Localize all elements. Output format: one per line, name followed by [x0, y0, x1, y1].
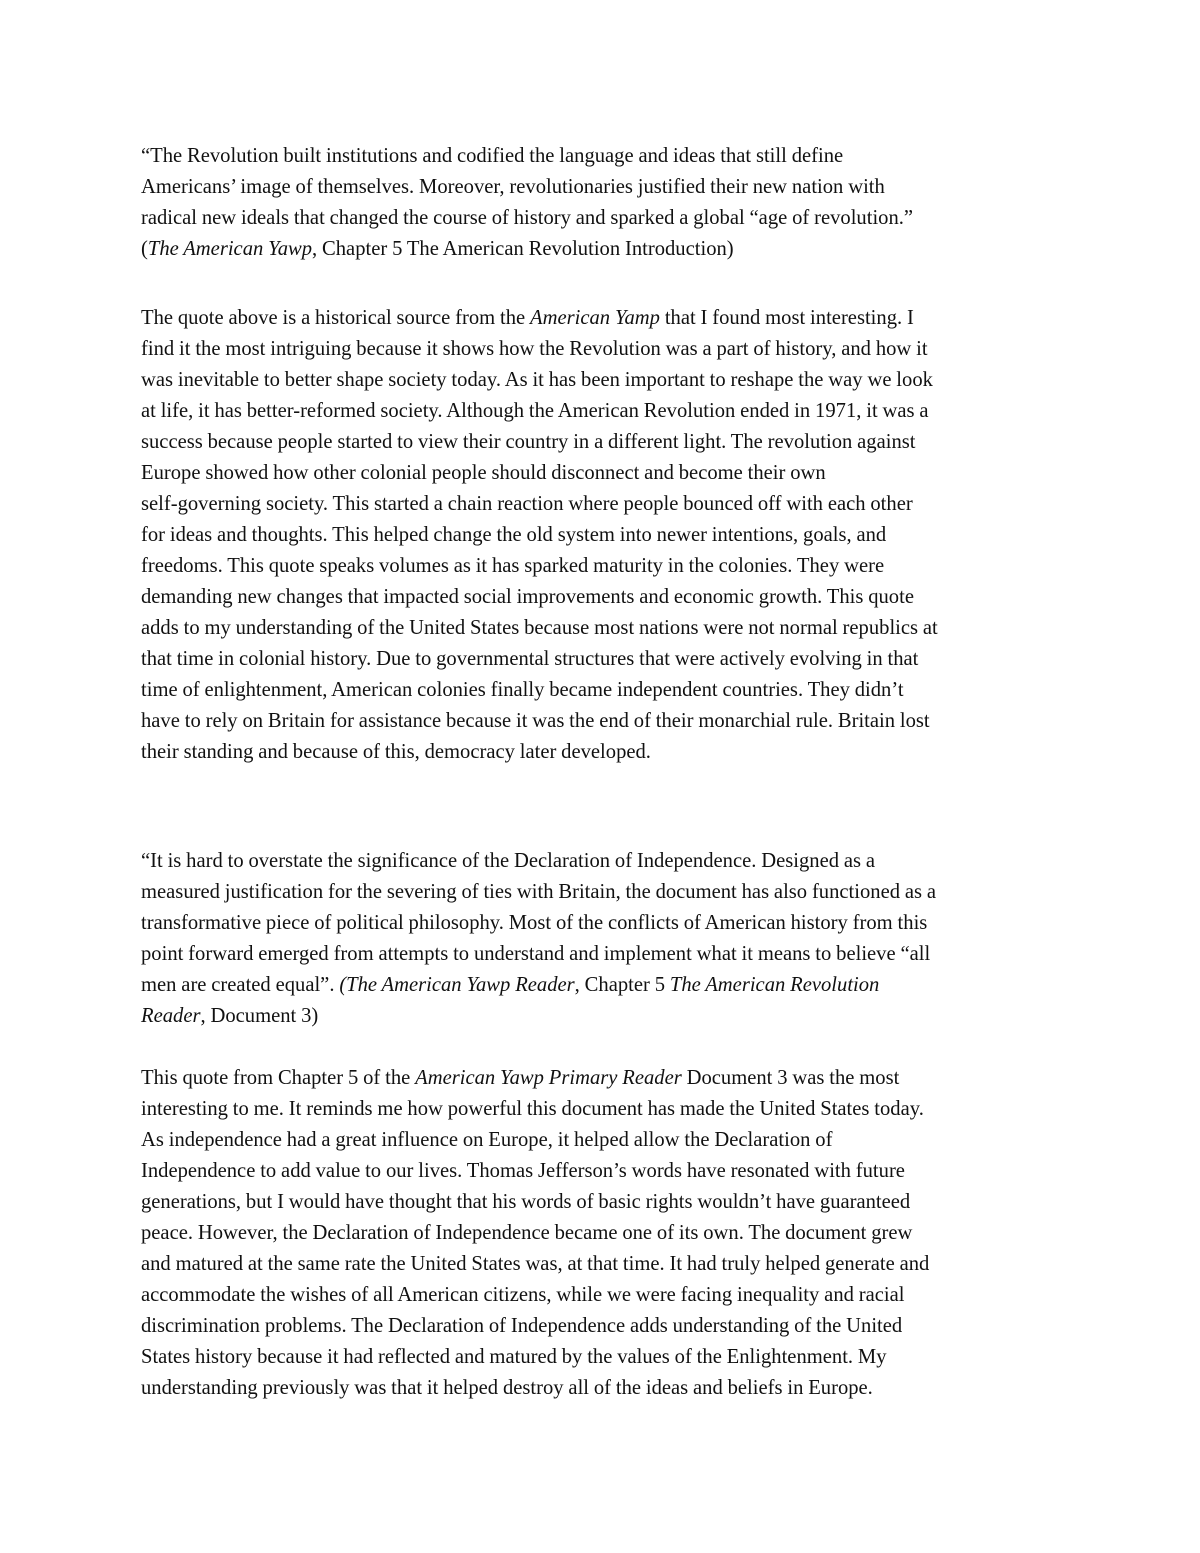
- text-run: Europe showed how other colonial people should disconnect and become their own: [141, 462, 826, 484]
- text-run: , Document 3): [200, 1005, 319, 1027]
- text-run: that time in colonial history. Due to governmental structures that were actively evolving in that: [141, 648, 919, 670]
- text-run: This quote from Chapter 5 of the: [141, 1067, 416, 1089]
- text-line: [141, 675, 1066, 706]
- text-line: [141, 1125, 1066, 1156]
- italic-text-run: The American Yawp: [147, 238, 313, 260]
- italic-text-run: (The American Yawp Reader: [339, 974, 575, 996]
- text-line: [141, 458, 1066, 489]
- text-run: their standing and because of this, democracy later developed.: [141, 741, 651, 763]
- text-run: and matured at the same rate the United States was, at that time. It had truly helped generate and: [141, 1253, 930, 1275]
- text-run: was inevitable to better shape society today. As it has been important to reshape the way we look: [141, 369, 933, 391]
- text-run: Americans’ image of themselves. Moreover, revolutionaries justified their new nation with: [141, 176, 885, 198]
- text-run: freedoms. This quote speaks volumes as it has sparked maturity in the colonies. They were: [141, 555, 885, 577]
- text-line: [141, 551, 1066, 582]
- text-run: peace. However, the Declaration of Independence became one of its own. The document grew: [141, 1222, 913, 1244]
- text-line: [141, 141, 1066, 172]
- commentary-revolution: [141, 303, 1066, 768]
- text-run: that I found most interesting. I: [659, 307, 914, 329]
- text-line: [141, 1373, 1066, 1404]
- text-run: adds to my understanding of the United States because most nations were not normal republics at: [141, 617, 938, 639]
- text-run: “The Revolution built institutions and codified the language and ideas that still define: [141, 145, 844, 167]
- quote-declaration: [141, 846, 1066, 1032]
- text-line: [141, 396, 1066, 427]
- text-run: have to rely on Britain for assistance because it was the end of their monarchial rule. Britain lost: [141, 710, 930, 732]
- text-run: Independence to add value to our lives. Thomas Jefferson’s words have resonated with future: [141, 1160, 905, 1182]
- text-run: transformative piece of political philosophy. Most of the conflicts of American history from this: [141, 912, 928, 934]
- text-line: [141, 1280, 1066, 1311]
- text-line: [141, 234, 1066, 265]
- italic-text-run: American Yamp: [530, 307, 660, 329]
- text-run: understanding previously was that it helped destroy all of the ideas and beliefs in Europe.: [141, 1377, 873, 1399]
- text-run: generations, but I would have thought that his words of basic rights wouldn’t have guaranteed: [141, 1191, 911, 1213]
- text-run: find it the most intriguing because it shows how the Revolution was a part of history, and how it: [141, 338, 928, 360]
- text-line: [141, 489, 1066, 520]
- text-line: [141, 1311, 1066, 1342]
- text-line: [141, 427, 1066, 458]
- text-line: [141, 877, 1066, 908]
- commentary-declaration: [141, 1063, 1066, 1404]
- text-line: [141, 613, 1066, 644]
- text-run: States history because it had reflected and matured by the values of the Enlightenment. My: [141, 1346, 887, 1368]
- text-run: (: [141, 238, 148, 260]
- text-run: radical new ideals that changed the course of history and sparked a global “age of revolution.”: [141, 207, 914, 229]
- text-run: at life, it has better-reformed society. Although the American Revolution ended in 1971, it was a: [141, 400, 929, 422]
- text-line: [141, 1249, 1066, 1280]
- text-line: [141, 706, 1066, 737]
- text-line: [141, 334, 1066, 365]
- text-run: interesting to me. It reminds me how powerful this document has made the United States today.: [141, 1098, 924, 1120]
- text-line: [141, 303, 1066, 334]
- text-run: for ideas and thoughts. This helped change the old system into newer intentions, goals, and: [141, 524, 887, 546]
- text-line: [141, 970, 1066, 1001]
- text-run: demanding new changes that impacted social improvements and economic growth. This quote: [141, 586, 914, 608]
- quote-revolution: [141, 141, 1066, 265]
- text-line: [141, 582, 1066, 613]
- text-line: [141, 520, 1066, 551]
- italic-text-run: The American Revolution: [669, 974, 880, 996]
- text-run: “It is hard to overstate the significance of the Declaration of Independence. Designed as a: [141, 850, 876, 872]
- text-line: [141, 172, 1066, 203]
- text-run: point forward emerged from attempts to understand and implement what it means to believe “all: [141, 943, 931, 965]
- text-run: As independence had a great influence on Europe, it helped allow the Declaration of: [141, 1129, 833, 1151]
- text-line: [141, 1342, 1066, 1373]
- text-run: , Chapter 5: [574, 974, 670, 996]
- text-run: Document 3 was the most: [681, 1067, 900, 1089]
- text-line: [141, 846, 1066, 877]
- text-line: [141, 1094, 1066, 1125]
- text-run: The quote above is a historical source from the: [141, 307, 531, 329]
- text-line: [141, 908, 1066, 939]
- italic-text-run: American Yawp Primary Reader: [415, 1067, 682, 1089]
- text-line: [141, 1063, 1066, 1094]
- text-line: [141, 203, 1066, 234]
- text-line: [141, 365, 1066, 396]
- text-run: , Chapter 5 The American Revolution Introduction): [312, 238, 734, 260]
- text-line: [141, 1156, 1066, 1187]
- text-run: accommodate the wishes of all American citizens, while we were facing inequality and racial: [141, 1284, 905, 1306]
- text-run: time of enlightenment, American colonies finally became independent countries. They didn’t: [141, 679, 904, 701]
- text-run: measured justification for the severing of ties with Britain, the document has also functioned as a: [141, 881, 937, 903]
- text-run: discrimination problems. The Declaration of Independence adds understanding of the United: [141, 1315, 903, 1337]
- text-line: [141, 737, 1066, 768]
- text-line: [141, 1187, 1066, 1218]
- text-line: [141, 1218, 1066, 1249]
- text-line: [141, 644, 1066, 675]
- text-run: success because people started to view their country in a different light. The revolution against: [141, 431, 916, 453]
- text-line: [141, 939, 1066, 970]
- text-run: men are created equal”.: [141, 974, 340, 996]
- text-run: self-governing society. This started a chain reaction where people bounced off with each other: [141, 493, 913, 515]
- text-line: [141, 1001, 1066, 1032]
- italic-text-run: Reader: [141, 1005, 201, 1027]
